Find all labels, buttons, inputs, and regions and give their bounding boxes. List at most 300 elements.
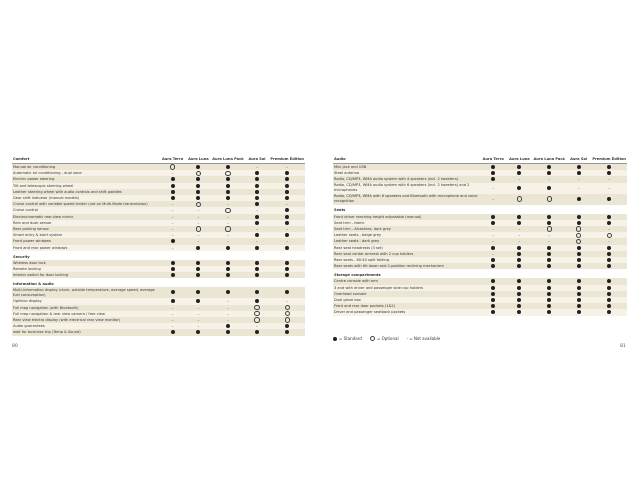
comfort-spec-table <box>12 156 305 336</box>
section-heading <box>333 205 627 214</box>
standard-dot-icon <box>171 299 175 303</box>
not-available-dash: – <box>608 227 611 232</box>
standard-dot-icon <box>491 215 495 219</box>
availability-cell <box>211 329 244 335</box>
standard-dot-icon <box>577 246 581 250</box>
feature-label: Front and rear door pockets (1&2) <box>333 303 480 309</box>
availability-cell <box>186 329 212 335</box>
feature-label: Cruise control with variable speed limiter (not on Multi-Mode transmission) <box>12 201 160 207</box>
not-available-dash: – <box>171 324 174 329</box>
feature-label: Manual air conditioning <box>12 164 160 171</box>
not-available-dash: – <box>197 324 200 329</box>
not-available-dash: – <box>197 214 200 219</box>
feature-label: Rear view electro display (with electrical rear view monitor) <box>12 317 160 323</box>
standard-dot-icon <box>285 324 289 328</box>
feature-label: Mini jack and USB <box>333 164 480 171</box>
availability-cell <box>480 164 506 171</box>
standard-dot-icon <box>285 184 289 188</box>
standard-dot-icon <box>196 261 200 265</box>
section-heading <box>333 269 627 278</box>
feature-label: Smart entry & start system <box>12 232 160 238</box>
availability-cell <box>160 329 186 335</box>
availability-cell <box>269 329 305 335</box>
not-available-dash: – <box>286 239 289 244</box>
standard-dot-icon <box>547 258 551 262</box>
section-heading <box>12 251 305 260</box>
column-header: Aura Sol <box>245 156 270 164</box>
not-available-dash: – <box>227 318 229 323</box>
availability-cell <box>506 309 532 315</box>
standard-dot-icon <box>255 190 259 194</box>
section-title: Comfort <box>12 156 160 164</box>
not-available-dash: – <box>577 185 580 190</box>
standard-dot-icon <box>171 177 175 181</box>
standard-dot-icon <box>547 310 551 314</box>
feature-label: Rain and dusk sensor <box>12 220 160 226</box>
not-available-dash: – <box>518 233 521 238</box>
feature-label: Radio, CD/MP3, WMA audio system with 4 speakers (incl. 2 tweeters) <box>333 176 480 182</box>
standard-dot-icon <box>171 330 175 334</box>
standard-dot-icon <box>517 186 521 190</box>
column-header: Aura Luna <box>506 156 532 164</box>
standard-dot-icon <box>607 298 611 302</box>
standard-dot-icon <box>285 190 289 194</box>
standard-dot-icon <box>547 292 551 296</box>
standard-dot-icon <box>607 258 611 262</box>
not-available-dash: – <box>227 202 229 207</box>
feature-label: Automatic air conditioning - dual zone <box>12 170 160 176</box>
standard-dot-icon <box>226 165 230 169</box>
not-available-dash: – <box>171 233 174 238</box>
availability-cell <box>566 194 591 205</box>
not-available-dash: – <box>286 202 289 207</box>
standard-dot-icon <box>255 177 259 181</box>
standard-dot-icon <box>607 264 611 268</box>
not-available-dash: – <box>171 245 174 250</box>
standard-dot-icon <box>196 165 200 169</box>
not-available-dash: – <box>171 318 174 323</box>
section-heading-label: Storage compartments <box>333 269 627 278</box>
standard-dot-icon <box>171 190 175 194</box>
standard-dot-icon <box>577 304 581 308</box>
not-available-dash: – <box>197 239 200 244</box>
feature-label: 3 and with driver and passenger side cup holders <box>333 285 480 291</box>
standard-dot-icon <box>226 190 230 194</box>
not-available-dash: – <box>492 251 495 256</box>
standard-dot-icon <box>196 299 200 303</box>
standard-dot-icon <box>577 165 581 169</box>
legend-na: - = Not available <box>406 336 441 342</box>
standard-dot-icon <box>547 264 551 268</box>
optional-ring-icon <box>576 239 581 244</box>
availability-cell <box>480 309 506 315</box>
standard-dot-icon <box>285 233 289 237</box>
not-available-dash: – <box>518 227 521 232</box>
not-available-dash: – <box>548 177 551 182</box>
not-available-dash: – <box>171 214 174 219</box>
standard-dot-icon <box>577 298 581 302</box>
standard-dot-icon <box>255 196 259 200</box>
standard-dot-icon <box>285 246 289 250</box>
standard-dot-icon <box>577 258 581 262</box>
feature-label: Rear seat center armrest with 2 cup holders <box>333 251 480 257</box>
not-available-dash: – <box>171 171 174 176</box>
standard-dot-icon <box>226 290 230 294</box>
standard-dot-icon <box>255 233 259 237</box>
availability-cell <box>211 287 244 298</box>
standard-dot-icon <box>285 330 289 334</box>
feature-label: Leather steering wheel with audio controls and shift paddles <box>12 189 160 195</box>
standard-dot-icon <box>607 279 611 283</box>
not-available-dash: – <box>171 227 174 232</box>
standard-dot-icon <box>196 330 200 334</box>
availability-cell <box>480 183 506 194</box>
not-available-dash: – <box>171 220 174 225</box>
standard-dot-icon <box>517 165 521 169</box>
column-header: Premium Édition <box>269 156 305 164</box>
table-row <box>333 309 627 315</box>
not-available-dash: – <box>286 227 289 232</box>
not-available-dash: – <box>197 318 200 323</box>
feature-label: Leather seats - dark grey <box>333 238 480 244</box>
availability-cell <box>533 164 566 171</box>
standard-dot-icon <box>255 330 259 334</box>
feature-label: wait for business trip (Temp & Sound) <box>12 329 160 335</box>
standard-dot-icon <box>491 286 495 290</box>
not-available-dash: – <box>518 239 521 244</box>
standard-dot-icon <box>577 264 581 268</box>
availability-cell <box>506 183 532 194</box>
optional-ring-icon <box>576 226 581 231</box>
standard-dot-icon <box>491 171 495 175</box>
standard-dot-icon <box>607 292 611 296</box>
standard-dot-icon <box>577 252 581 256</box>
availability-cell <box>245 164 270 171</box>
standard-dot-icon <box>285 267 289 271</box>
not-available-dash: – <box>286 299 289 304</box>
standard-dot-icon <box>577 197 581 201</box>
standard-dot-icon <box>517 246 521 250</box>
feature-label: Driver and passenger seatback pockets <box>333 309 480 315</box>
standard-dot-icon <box>285 196 289 200</box>
not-available-dash: – <box>227 233 229 238</box>
not-available-dash: – <box>492 196 495 201</box>
standard-dot-icon <box>255 261 259 265</box>
feature-label: Front power windows <box>12 238 160 244</box>
standard-dot-icon <box>577 221 581 225</box>
optional-ring-icon <box>370 336 375 341</box>
not-available-dash: – <box>518 177 521 182</box>
feature-label: Centre console with arm <box>333 278 480 284</box>
standard-dot-icon <box>196 177 200 181</box>
section-heading-label: Information & audio <box>12 278 305 287</box>
standard-dot-icon <box>547 286 551 290</box>
standard-dot-icon <box>171 290 175 294</box>
standard-dot-icon <box>171 196 175 200</box>
optional-ring-icon <box>225 208 230 213</box>
not-available-dash: – <box>256 208 258 213</box>
table-header <box>333 156 627 164</box>
feature-label: Radio, CD/MP3, WMA with 6 speakers and Bluetooth with microphone and voice recognition <box>333 194 480 205</box>
optional-ring-icon <box>225 226 230 231</box>
standard-dot-icon <box>226 246 230 250</box>
table-header <box>12 156 305 164</box>
not-available-dash: – <box>286 165 289 169</box>
standard-dot-icon <box>547 221 551 225</box>
feature-label: Dual glove box <box>333 297 480 303</box>
standard-dot-icon <box>333 337 337 341</box>
section-heading-label: Security <box>12 251 305 260</box>
not-available-dash: – <box>227 299 229 304</box>
standard-dot-icon <box>607 171 611 175</box>
standard-dot-icon <box>517 264 521 268</box>
feature-label: Wireless door lock <box>12 260 160 266</box>
standard-dot-icon <box>547 279 551 283</box>
standard-dot-icon <box>491 304 495 308</box>
not-available-dash: – <box>548 239 551 244</box>
feature-label: Radio, CD/MP3, WMA audio system with 6 speakers (incl. 2 tweeters) and 2 microphones <box>333 183 480 194</box>
standard-dot-icon <box>517 258 521 262</box>
availability-cell <box>211 164 244 171</box>
availability-cell <box>591 164 627 171</box>
feature-label: Front driver reaching height adjustable (manual) <box>333 214 480 220</box>
standard-dot-icon <box>517 215 521 219</box>
standard-dot-icon <box>171 261 175 265</box>
not-available-dash: – <box>608 239 611 244</box>
standard-dot-icon <box>607 310 611 314</box>
table-row <box>12 287 305 298</box>
not-available-dash: – <box>227 239 229 244</box>
optional-ring-icon <box>607 233 612 238</box>
availability-cell <box>533 183 566 194</box>
standard-dot-icon <box>285 221 289 225</box>
standard-dot-icon <box>517 292 521 296</box>
feature-label: Full map navigation (with Bluetooth) <box>12 305 160 311</box>
optional-ring-icon <box>196 171 201 176</box>
not-available-dash: – <box>197 233 200 238</box>
feature-label: Steel antenna <box>333 170 480 176</box>
standard-dot-icon <box>226 261 230 265</box>
availability-cell <box>591 194 627 205</box>
not-available-dash: – <box>227 311 229 316</box>
standard-dot-icon <box>517 171 521 175</box>
standard-dot-icon <box>226 273 230 277</box>
feature-label: Seat trim - fabric <box>333 220 480 226</box>
optional-ring-icon <box>170 164 175 169</box>
availability-cell <box>269 164 305 171</box>
availability-cell <box>269 287 305 298</box>
availability-cell <box>480 194 506 205</box>
feature-label: Cruise control <box>12 207 160 213</box>
standard-dot-icon <box>577 171 581 175</box>
standard-dot-icon <box>285 261 289 265</box>
column-header: Aura Luna <box>186 156 212 164</box>
not-available-dash: – <box>171 311 174 316</box>
standard-dot-icon <box>226 196 230 200</box>
table-row <box>12 329 305 335</box>
not-available-dash: – <box>608 185 611 190</box>
feature-label: Tilt and telescopic steering wheel <box>12 183 160 189</box>
feature-label: Rear seats with tilt down and 2-position reclining mechanism <box>333 263 480 269</box>
optional-ring-icon <box>196 202 201 207</box>
standard-dot-icon <box>517 298 521 302</box>
column-header: Aura Sol <box>566 156 591 164</box>
standard-dot-icon <box>607 252 611 256</box>
availability-cell <box>186 287 212 298</box>
standard-dot-icon <box>607 197 611 201</box>
standard-dot-icon <box>255 202 259 206</box>
standard-dot-icon <box>171 184 175 188</box>
legend-optional: = Optional <box>370 336 399 341</box>
availability-cell <box>566 164 591 171</box>
standard-dot-icon <box>196 196 200 200</box>
standard-dot-icon <box>255 246 259 250</box>
legend <box>333 336 440 341</box>
standard-dot-icon <box>517 221 521 225</box>
not-available-dash: – <box>256 227 258 232</box>
not-available-dash: – <box>171 202 174 207</box>
standard-dot-icon <box>547 298 551 302</box>
column-header: Aura Terra <box>160 156 186 164</box>
standard-dot-icon <box>577 215 581 219</box>
not-available-dash: – <box>577 177 580 182</box>
standard-dot-icon <box>285 171 289 175</box>
legend-standard: = Standard <box>333 336 362 341</box>
optional-ring-icon <box>285 305 290 310</box>
standard-dot-icon <box>196 273 200 277</box>
standard-dot-icon <box>517 252 521 256</box>
not-available-dash: – <box>171 305 174 310</box>
not-available-dash: – <box>256 324 258 329</box>
standard-dot-icon <box>491 292 495 296</box>
standard-dot-icon <box>517 310 521 314</box>
standard-dot-icon <box>255 215 259 219</box>
feature-label: Multi-information display (clock, outside temperature, average speed, average fuel consumption) <box>12 287 160 298</box>
feature-label: Remote locking <box>12 266 160 272</box>
standard-dot-icon <box>491 298 495 302</box>
table-row <box>12 164 305 171</box>
table-row <box>333 194 627 205</box>
standard-dot-icon <box>607 221 611 225</box>
standard-dot-icon <box>517 304 521 308</box>
standard-dot-icon <box>491 177 495 181</box>
feature-label: Electrochromatic rear-view mirror <box>12 214 160 220</box>
standard-dot-icon <box>607 304 611 308</box>
availability-cell <box>533 194 566 205</box>
standard-dot-icon <box>226 267 230 271</box>
standard-dot-icon <box>491 279 495 283</box>
standard-dot-icon <box>517 279 521 283</box>
optional-ring-icon <box>254 311 259 316</box>
standard-dot-icon <box>196 290 200 294</box>
not-available-dash: – <box>197 311 200 316</box>
standard-dot-icon <box>547 171 551 175</box>
standard-dot-icon <box>607 215 611 219</box>
not-available-dash: – <box>197 305 200 310</box>
availability-cell <box>506 164 532 171</box>
standard-dot-icon <box>171 273 175 277</box>
availability-cell <box>245 287 270 298</box>
page-number-left: 80 <box>12 344 18 349</box>
feature-label: Optitron display <box>12 298 160 304</box>
standard-dot-icon <box>547 246 551 250</box>
standard-dot-icon <box>285 273 289 277</box>
table-row <box>333 183 627 194</box>
feature-label: Interior switch for door locking <box>12 272 160 278</box>
audio-spec-table <box>333 156 627 316</box>
not-available-dash: – <box>256 165 258 169</box>
optional-ring-icon <box>547 226 552 231</box>
feature-label: Front and rear power windows <box>12 245 160 251</box>
not-available-dash: – <box>227 214 229 219</box>
standard-dot-icon <box>226 324 230 328</box>
availability-cell <box>591 309 627 315</box>
standard-dot-icon <box>196 190 200 194</box>
standard-dot-icon <box>547 304 551 308</box>
standard-dot-icon <box>491 246 495 250</box>
standard-dot-icon <box>255 171 259 175</box>
standard-dot-icon <box>255 184 259 188</box>
standard-dot-icon <box>196 184 200 188</box>
standard-dot-icon <box>171 239 175 243</box>
optional-ring-icon <box>285 311 290 316</box>
not-available-dash: – <box>197 208 200 213</box>
standard-dot-icon <box>285 215 289 219</box>
standard-dot-icon <box>285 208 289 212</box>
optional-ring-icon <box>225 171 230 176</box>
section-title: Audio <box>333 156 480 164</box>
availability-cell <box>533 309 566 315</box>
availability-cell <box>245 329 270 335</box>
standard-dot-icon <box>547 186 551 190</box>
optional-ring-icon <box>285 317 290 322</box>
not-available-dash: – <box>256 239 258 244</box>
column-header: Premium Édition <box>591 156 627 164</box>
optional-ring-icon <box>576 233 581 238</box>
not-available-dash: – <box>548 233 551 238</box>
standard-dot-icon <box>226 184 230 188</box>
not-available-dash: – <box>492 185 495 190</box>
standard-dot-icon <box>171 267 175 271</box>
standard-dot-icon <box>285 177 289 181</box>
standard-dot-icon <box>285 290 289 294</box>
standard-dot-icon <box>255 273 259 277</box>
standard-dot-icon <box>255 221 259 225</box>
feature-label: Rear seat headrests (3 set) <box>333 245 480 251</box>
availability-cell <box>566 309 591 315</box>
standard-dot-icon <box>607 286 611 290</box>
standard-dot-icon <box>255 290 259 294</box>
feature-label: Rear seats - 60:40 split folding <box>333 257 480 263</box>
section-heading <box>12 278 305 287</box>
feature-label: Overhead console <box>333 291 480 297</box>
standard-dot-icon <box>491 165 495 169</box>
not-available-dash: – <box>171 208 174 213</box>
standard-dot-icon <box>577 279 581 283</box>
column-header: Aura Luna Pack <box>211 156 244 164</box>
standard-dot-icon <box>577 310 581 314</box>
feature-label: Leather seats - beige grey <box>333 232 480 238</box>
standard-dot-icon <box>255 267 259 271</box>
optional-ring-icon <box>254 305 259 310</box>
standard-dot-icon <box>196 246 200 250</box>
not-available-dash: – <box>492 227 495 232</box>
optional-ring-icon <box>196 226 201 231</box>
not-available-dash: – <box>492 239 495 244</box>
availability-cell <box>160 287 186 298</box>
feature-label: Seat trim - Alcantara, dark grey <box>333 226 480 232</box>
not-available-dash: – <box>227 305 229 310</box>
